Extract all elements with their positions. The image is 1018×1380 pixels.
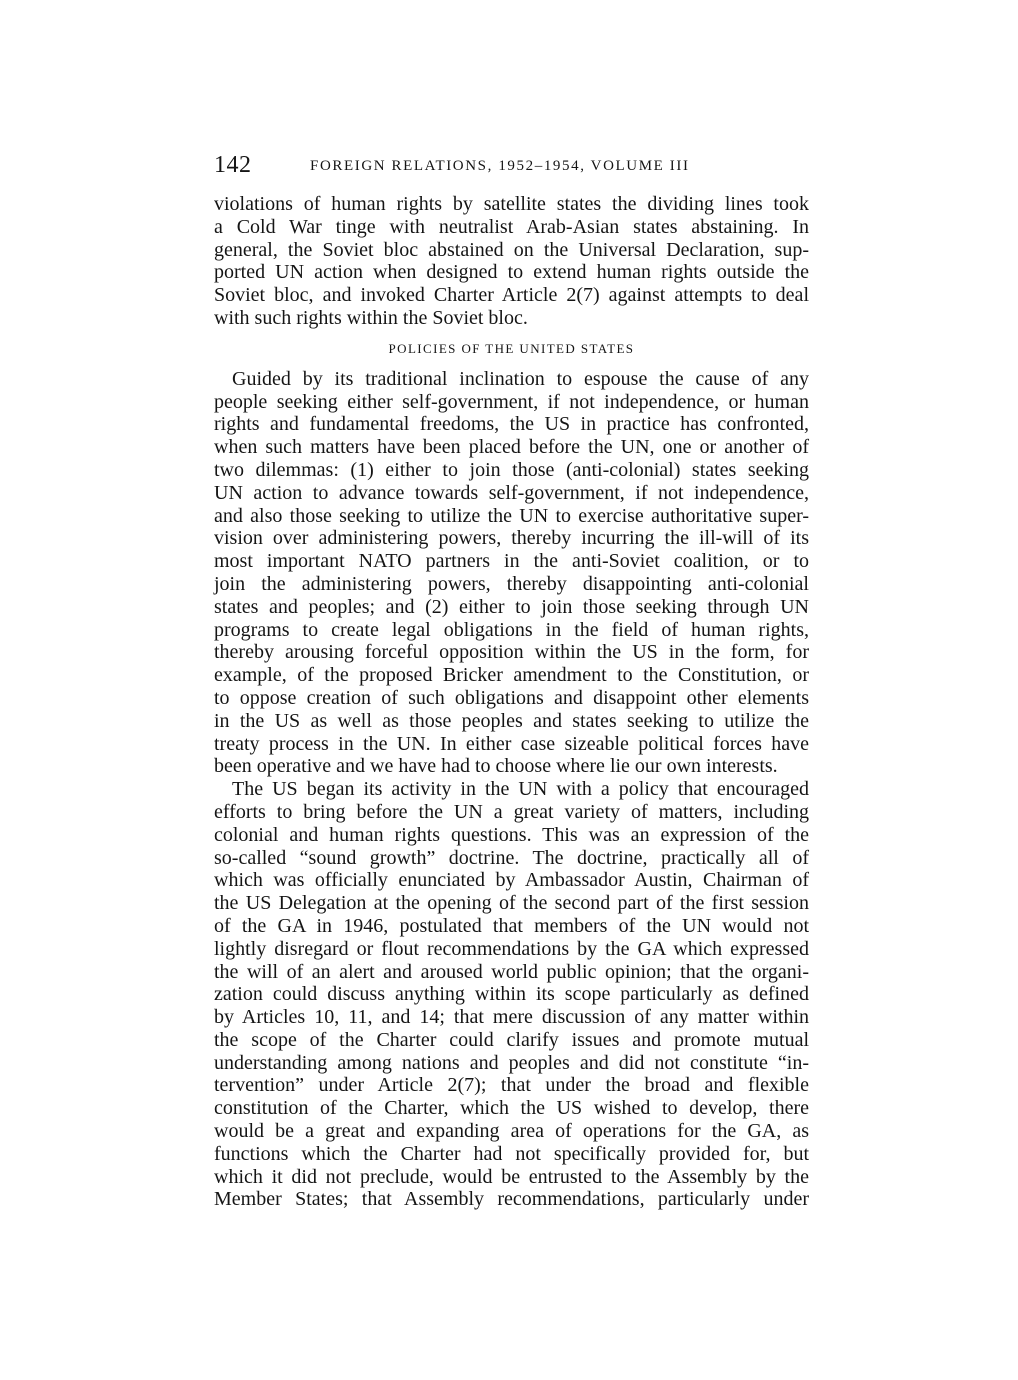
- text-line: UN action to advance towards self-government, if not independence,: [214, 481, 809, 504]
- text-line: constitution of the Charter, which the US wished to develop, there: [214, 1097, 809, 1120]
- text-line: functions which the Charter had not specifically provided for, but: [214, 1142, 809, 1165]
- paragraph-1: [214, 368, 809, 778]
- paragraph-2: [214, 778, 809, 1211]
- text-line: understanding among nations and peoples and did not constitute “in-: [214, 1051, 809, 1074]
- text-line: the will of an alert and aroused world public opinion; that the organi-: [214, 960, 809, 983]
- text-line: a Cold War tinge with neutralist Arab-Asian states abstaining. In: [214, 215, 809, 238]
- text-line: people seeking either self-government, if not independence, or human: [214, 390, 809, 413]
- text-line: zation could discuss anything within its scope particularly as defined: [214, 983, 809, 1006]
- text-line: the US Delegation at the opening of the second part of the first session: [214, 892, 809, 915]
- text-line: treaty process in the UN. In either case sizeable political forces have: [214, 732, 809, 755]
- page-header: [214, 150, 809, 180]
- text-line: Soviet bloc, and invoked Charter Article 2(7) against attempts to deal: [214, 284, 809, 307]
- text-line: The US began its activity in the UN with a policy that encouraged: [232, 778, 809, 801]
- text-line: Member States; that Assembly recommendations, particularly under: [214, 1188, 809, 1211]
- intro-paragraph: [214, 193, 809, 330]
- text-line: states and peoples; and (2) either to join those seeking through UN: [214, 595, 809, 618]
- section-heading: POLICIES OF THE UNITED STATES: [388, 340, 635, 356]
- text-line: by Articles 10, 11, and 14; that mere discussion of any matter within: [214, 1006, 809, 1029]
- text-line: which was officially enunciated by Ambassador Austin, Chairman of: [214, 869, 809, 892]
- text-line: been operative and we have had to choose where lie our own interests.: [214, 755, 778, 778]
- text-line: and also those seeking to utilize the UN to exercise authoritative super-: [214, 504, 809, 527]
- text-line: when such matters have been placed before the UN, one or another of: [214, 436, 809, 459]
- text-line: join the administering powers, thereby disappointing anti-colonial: [214, 572, 809, 595]
- text-line: violations of human rights by satellite states the dividing lines took: [214, 193, 809, 215]
- text-line: tervention” under Article 2(7); that under the broad and flexible: [214, 1074, 809, 1097]
- text-line: to oppose creation of such obligations and disappoint other elements: [214, 686, 809, 709]
- text-line: programs to create legal obligations in the field of human rights,: [214, 618, 809, 641]
- text-line: lightly disregard or flout recommendations by the GA which expressed: [214, 937, 809, 960]
- text-line: of the GA in 1946, postulated that members of the UN would not: [214, 914, 809, 937]
- text-line: would be a great and expanding area of operations for the GA, as: [214, 1120, 809, 1143]
- page-number: 142: [214, 152, 252, 178]
- text-line: in the US as well as those peoples and states seeking to utilize the: [214, 709, 809, 732]
- text-line: vision over administering powers, thereby incurring the ill-will of its: [214, 527, 809, 550]
- text-line: rights and fundamental freedoms, the US in practice has confronted,: [214, 413, 809, 436]
- text-line: two dilemmas: (1) either to join those (anti-colonial) states seeking: [214, 458, 809, 481]
- text-line: ported UN action when designed to extend human rights outside the: [214, 261, 809, 284]
- page-body: [214, 193, 809, 1211]
- text-line: efforts to bring before the UN a great variety of matters, including: [214, 800, 809, 823]
- text-line: Guided by its traditional inclination to espouse the cause of any: [232, 367, 809, 390]
- text-line: general, the Soviet bloc abstained on the Universal Declaration, sup-: [214, 238, 809, 261]
- running-title: FOREIGN RELATIONS, 1952–1954, VOLUME III: [310, 158, 690, 174]
- text-line: so-called “sound growth” doctrine. The doctrine, practically all of: [214, 846, 809, 869]
- text-line: thereby arousing forceful opposition within the US in the form, for: [214, 641, 809, 664]
- text-line: most important NATO partners in the anti-Soviet coalition, or to: [214, 550, 809, 573]
- text-line: example, of the proposed Bricker amendment to the Constitution, or: [214, 664, 809, 687]
- text-line: the scope of the Charter could clarify issues and promote mutual: [214, 1028, 809, 1051]
- text-line: colonial and human rights questions. This was an expression of the: [214, 823, 809, 846]
- text-line: with such rights within the Soviet bloc.: [214, 306, 528, 329]
- text-line: which it did not preclude, would be entrusted to the Assembly by the: [214, 1165, 809, 1188]
